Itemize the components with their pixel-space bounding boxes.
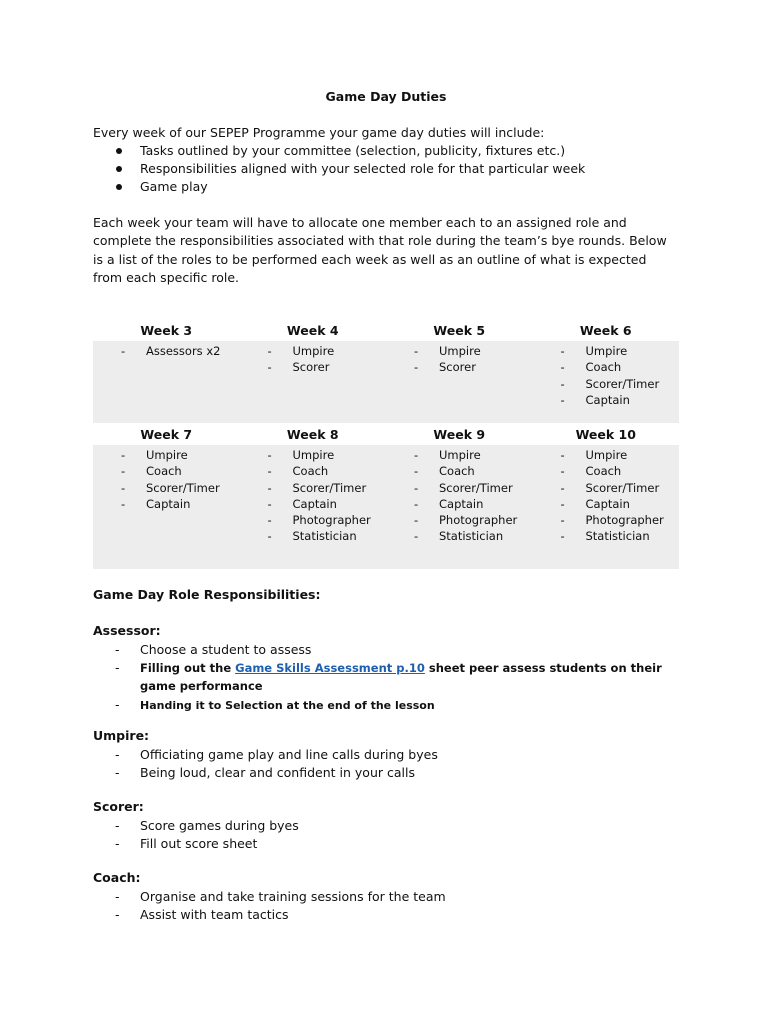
roles-table-weeks-3-6 (93, 319, 679, 423)
role-item: - Umpire (414, 448, 481, 462)
scorer-section (93, 798, 679, 852)
responsibilities-heading: Game Day Role Responsibilities: (93, 587, 321, 602)
role-item: - Statistician (560, 529, 650, 544)
umpire-section (93, 727, 679, 781)
bullet-text: Responsibilities aligned with your selected role for that particular week (140, 161, 586, 176)
week-header: Week 8 (286, 426, 339, 442)
role-item: - Statistician (414, 529, 504, 544)
week-header: Week 5 (433, 322, 486, 338)
bullet-item (93, 178, 585, 196)
role-item: - Scorer/Timer (121, 480, 220, 495)
role-item: - Umpire (267, 448, 335, 462)
roles-table-weeks-7-10 (93, 423, 679, 569)
role-item: - Coach (267, 464, 329, 479)
bullet-item (93, 160, 585, 178)
role-item: - Captain (560, 392, 630, 407)
responsibility-item: - Choose a student to assess (115, 642, 312, 657)
week-header: Week 9 (433, 426, 486, 442)
responsibility-item: - Being loud, clear and confident in your calls (115, 764, 415, 780)
role-item: - Photographer (414, 513, 518, 528)
game-skills-assessment-link[interactable]: Game Skills Assessment p.10 (235, 660, 425, 675)
role-item: - Coach (560, 360, 622, 375)
responsibility-item: - Handing it to Selection at the end of the lesson (115, 696, 435, 712)
role-item: - Umpire (267, 344, 335, 358)
role-item: - Photographer (267, 513, 371, 528)
role-item: - Scorer/Timer (267, 480, 367, 495)
roles-row (93, 341, 679, 423)
section-title: Assessor: (93, 623, 161, 638)
page-title: Game Day Duties (325, 89, 447, 104)
week-header: Week 6 (579, 322, 632, 338)
role-item: - Coach (121, 464, 182, 479)
coach-section (93, 869, 679, 923)
roles-cell (533, 445, 680, 569)
responsibility-item: - Fill out score sheet (115, 835, 258, 851)
bullet-icon (116, 184, 122, 190)
role-item: - Captain (560, 496, 630, 511)
week-header: Week 10 (575, 426, 636, 442)
roles-cell (93, 445, 240, 569)
role-item: - Umpire (121, 448, 188, 462)
role-item: - Photographer (560, 513, 664, 528)
bullet-text: Tasks outlined by your committee (selection, publicity, fixtures etc.) (140, 143, 566, 158)
intro-bullet-list (93, 142, 585, 196)
assessor-section (93, 622, 679, 714)
role-item: - Captain (267, 496, 337, 511)
role-item: - Umpire (560, 344, 628, 358)
role-item: - Scorer (414, 360, 476, 375)
bullet-text: Game play (140, 179, 208, 194)
roles-cell (386, 341, 533, 423)
roles-cell (386, 445, 533, 569)
intro-lead: Every week of our SEPEP Programme your game day duties will include: (93, 125, 545, 140)
week-header: Week 3 (140, 322, 193, 338)
week-header-row (93, 319, 679, 341)
role-item: - Statistician (267, 529, 357, 544)
responsibility-item: - Assist with team tactics (115, 906, 289, 922)
role-item: - Umpire (560, 448, 628, 462)
role-item: - Scorer/Timer (560, 376, 660, 391)
section-title: Coach: (93, 870, 141, 885)
roles-row (93, 445, 679, 569)
responsibility-item: - Score games during byes (115, 818, 299, 833)
role-item: - Umpire (414, 344, 481, 358)
section-title: Umpire: (93, 728, 150, 743)
role-item: - Captain (121, 496, 191, 511)
week-header-row (93, 423, 679, 445)
bullet-icon (116, 166, 122, 172)
role-item: - Scorer (267, 360, 330, 375)
roles-cell (240, 445, 387, 569)
roles-paragraph: Each week your team will have to allocate one member each to an assigned role and complete the responsibilities associated with that role during the team’s bye rounds. Below is a list of the roles to be performed each week as well as an outline of what is expected from each specific role. (93, 215, 667, 285)
responsibility-item: - Officiating game play and line calls during byes (115, 747, 438, 762)
role-item: - Coach (560, 464, 622, 479)
role-item: - Coach (414, 464, 475, 479)
week-header: Week 4 (286, 322, 339, 338)
responsibility-item: - Organise and take training sessions for the team (115, 889, 446, 904)
roles-cell (240, 341, 387, 423)
role-item: - Scorer/Timer (414, 480, 513, 495)
section-title: Scorer: (93, 799, 144, 814)
roles-cell (533, 341, 680, 423)
bullet-icon (116, 148, 122, 154)
role-item: - Assessors x2 (121, 344, 221, 358)
role-item: - Captain (414, 496, 484, 511)
intro-block (93, 124, 585, 196)
week-header: Week 7 (140, 426, 193, 442)
responsibility-item: - Filling out the Game Skills Assessment p.10 sheet peer assess students on their game performance (115, 659, 662, 693)
bullet-item (93, 142, 585, 160)
role-item: - Scorer/Timer (560, 480, 660, 495)
roles-cell (93, 341, 240, 423)
